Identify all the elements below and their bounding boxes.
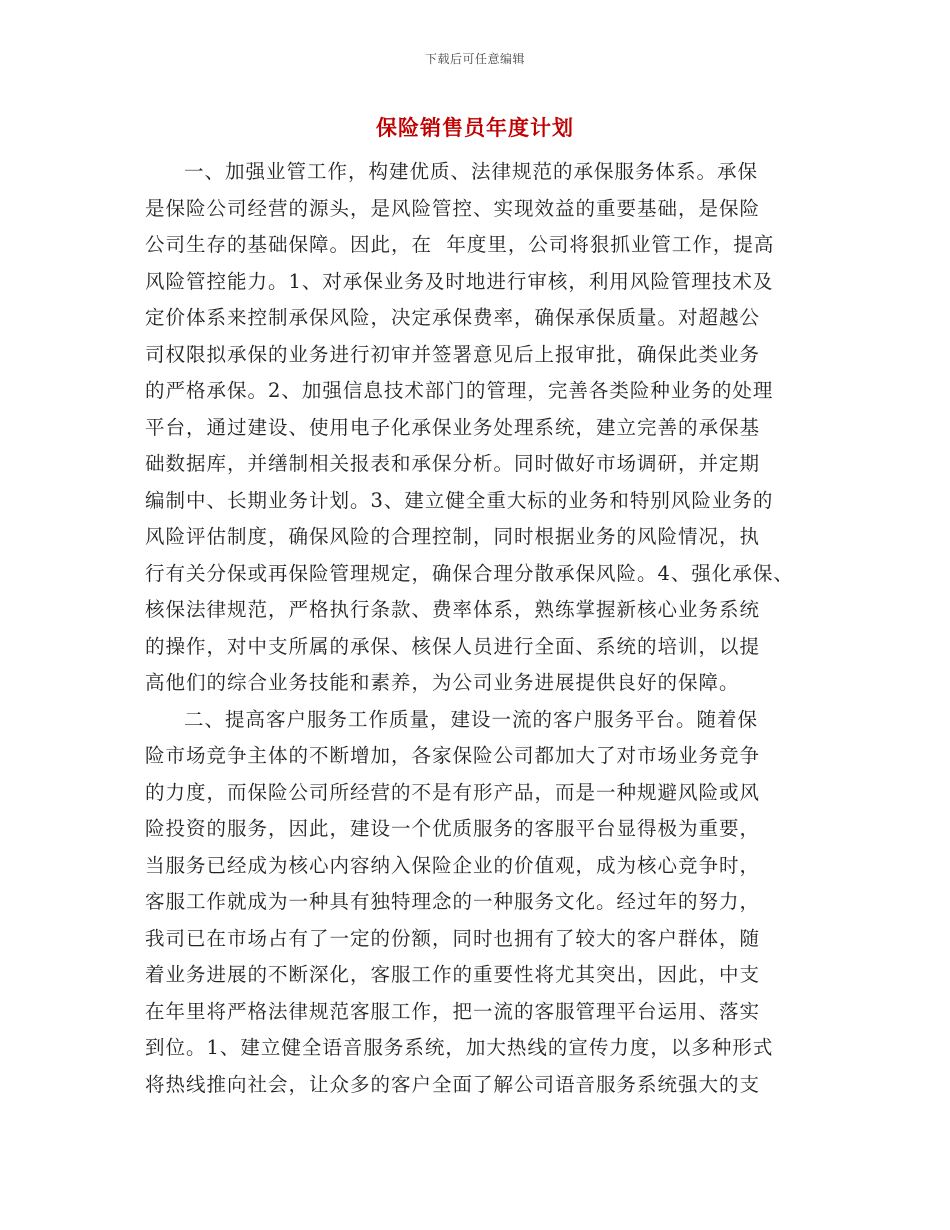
paragraph-2-line: 着业务进展的不断深化，客服工作的重要性将尤其突出，因此，中支 (145, 963, 761, 986)
paragraph-2-line: 我司已在市场占有了一定的份额，同时也拥有了较大的客户群体，随 (145, 926, 761, 950)
paragraph-1-line: 风险管控能力。1、对承保业务及时地进行审核，利用风险管理技术及 (145, 269, 774, 293)
paragraph-1-line: 一、加强业管工作，构建优质、法律规范的承保服务体系。承保 (184, 160, 759, 183)
paragraph-2-line: 到位。1、建立健全语音服务系统，加大热线的宣传力度，以多种形式 (145, 1036, 774, 1059)
paragraph-1-line: 风险评估制度，确保风险的合理控制，同时根据业务的风险情况，执 (145, 525, 761, 548)
paragraph-1-line: 公司生存的基础保障。因此，在 年度里，公司将狠抓业管工作，提高 (145, 233, 775, 256)
page-header: 下载后可任意编辑 (424, 52, 525, 66)
paragraph-2-line: 险市场竞争主体的不断增加，各家保险公司都加大了对市场业务竞争 (145, 744, 761, 767)
paragraph-1-line: 础数据库，并缮制相关报表和承保分析。同时做好市场调研，并定期 (145, 452, 761, 475)
paragraph-2-line: 当服务已经成为核心内容纳入保险企业的价值观，成为核心竞争时， (145, 853, 761, 877)
paragraph-1-line: 编制中、长期业务计划。3、建立健全重大标的业务和特别风险业务的 (145, 488, 774, 512)
paragraph-2-line: 险投资的服务，因此，建设一个优质服务的客服平台显得极为重要， (145, 817, 761, 840)
paragraph-2-line: 的力度，而保险公司所经营的不是有形产品，而是一种规避风险或风 (145, 780, 761, 804)
paragraph-1-line: 高他们的综合业务技能和素养，为公司业务进展提供良好的保障。 (145, 671, 740, 694)
document-title: 保险销售员年度计划 (376, 115, 574, 140)
paragraph-1-line: 的严格承保。2、加强信息技术部门的管理，完善各类险种业务的处理 (145, 379, 774, 402)
paragraph-1-line: 是保险公司经营的源头，是风险管控、实现效益的重要基础，是保险 (145, 196, 761, 220)
paragraph-1-line: 定价体系来控制承保风险，决定承保费率，确保承保质量。对超越公 (145, 306, 761, 329)
paragraph-1-line: 的操作，对中支所属的承保、核保人员进行全面、系统的培训，以提 (145, 634, 761, 658)
paragraph-1-line: 行有关分保或再保险管理规定，确保合理分散承保风险。4、强化承保、 (145, 561, 794, 585)
paragraph-1-line: 司权限拟承保的业务进行初审并签署意见后上报审批，确保此类业务 (145, 342, 761, 366)
paragraph-2-line: 将热线推向社会，让众多的客户全面了解公司语音服务系统强大的支 (145, 1072, 761, 1096)
paragraph-2-line: 在年里将严格法律规范客服工作，把一流的客服管理平台运用、落实 (145, 999, 761, 1023)
paragraph-1-line: 核保法律规范，严格执行条款、费率体系，熟练掌握新核心业务系统 (145, 598, 761, 621)
document-body (145, 154, 815, 1103)
paragraph-2-line: 二、提高客户服务工作质量，建设一流的客户服务平台。随着保 (184, 707, 759, 731)
paragraph-1-line: 平台，通过建设、使用电子化承保业务处理系统，建立完善的承保基 (145, 415, 761, 439)
paragraph-2-line: 客服工作就成为一种具有独特理念的一种服务文化。经过年的努力， (145, 890, 761, 913)
